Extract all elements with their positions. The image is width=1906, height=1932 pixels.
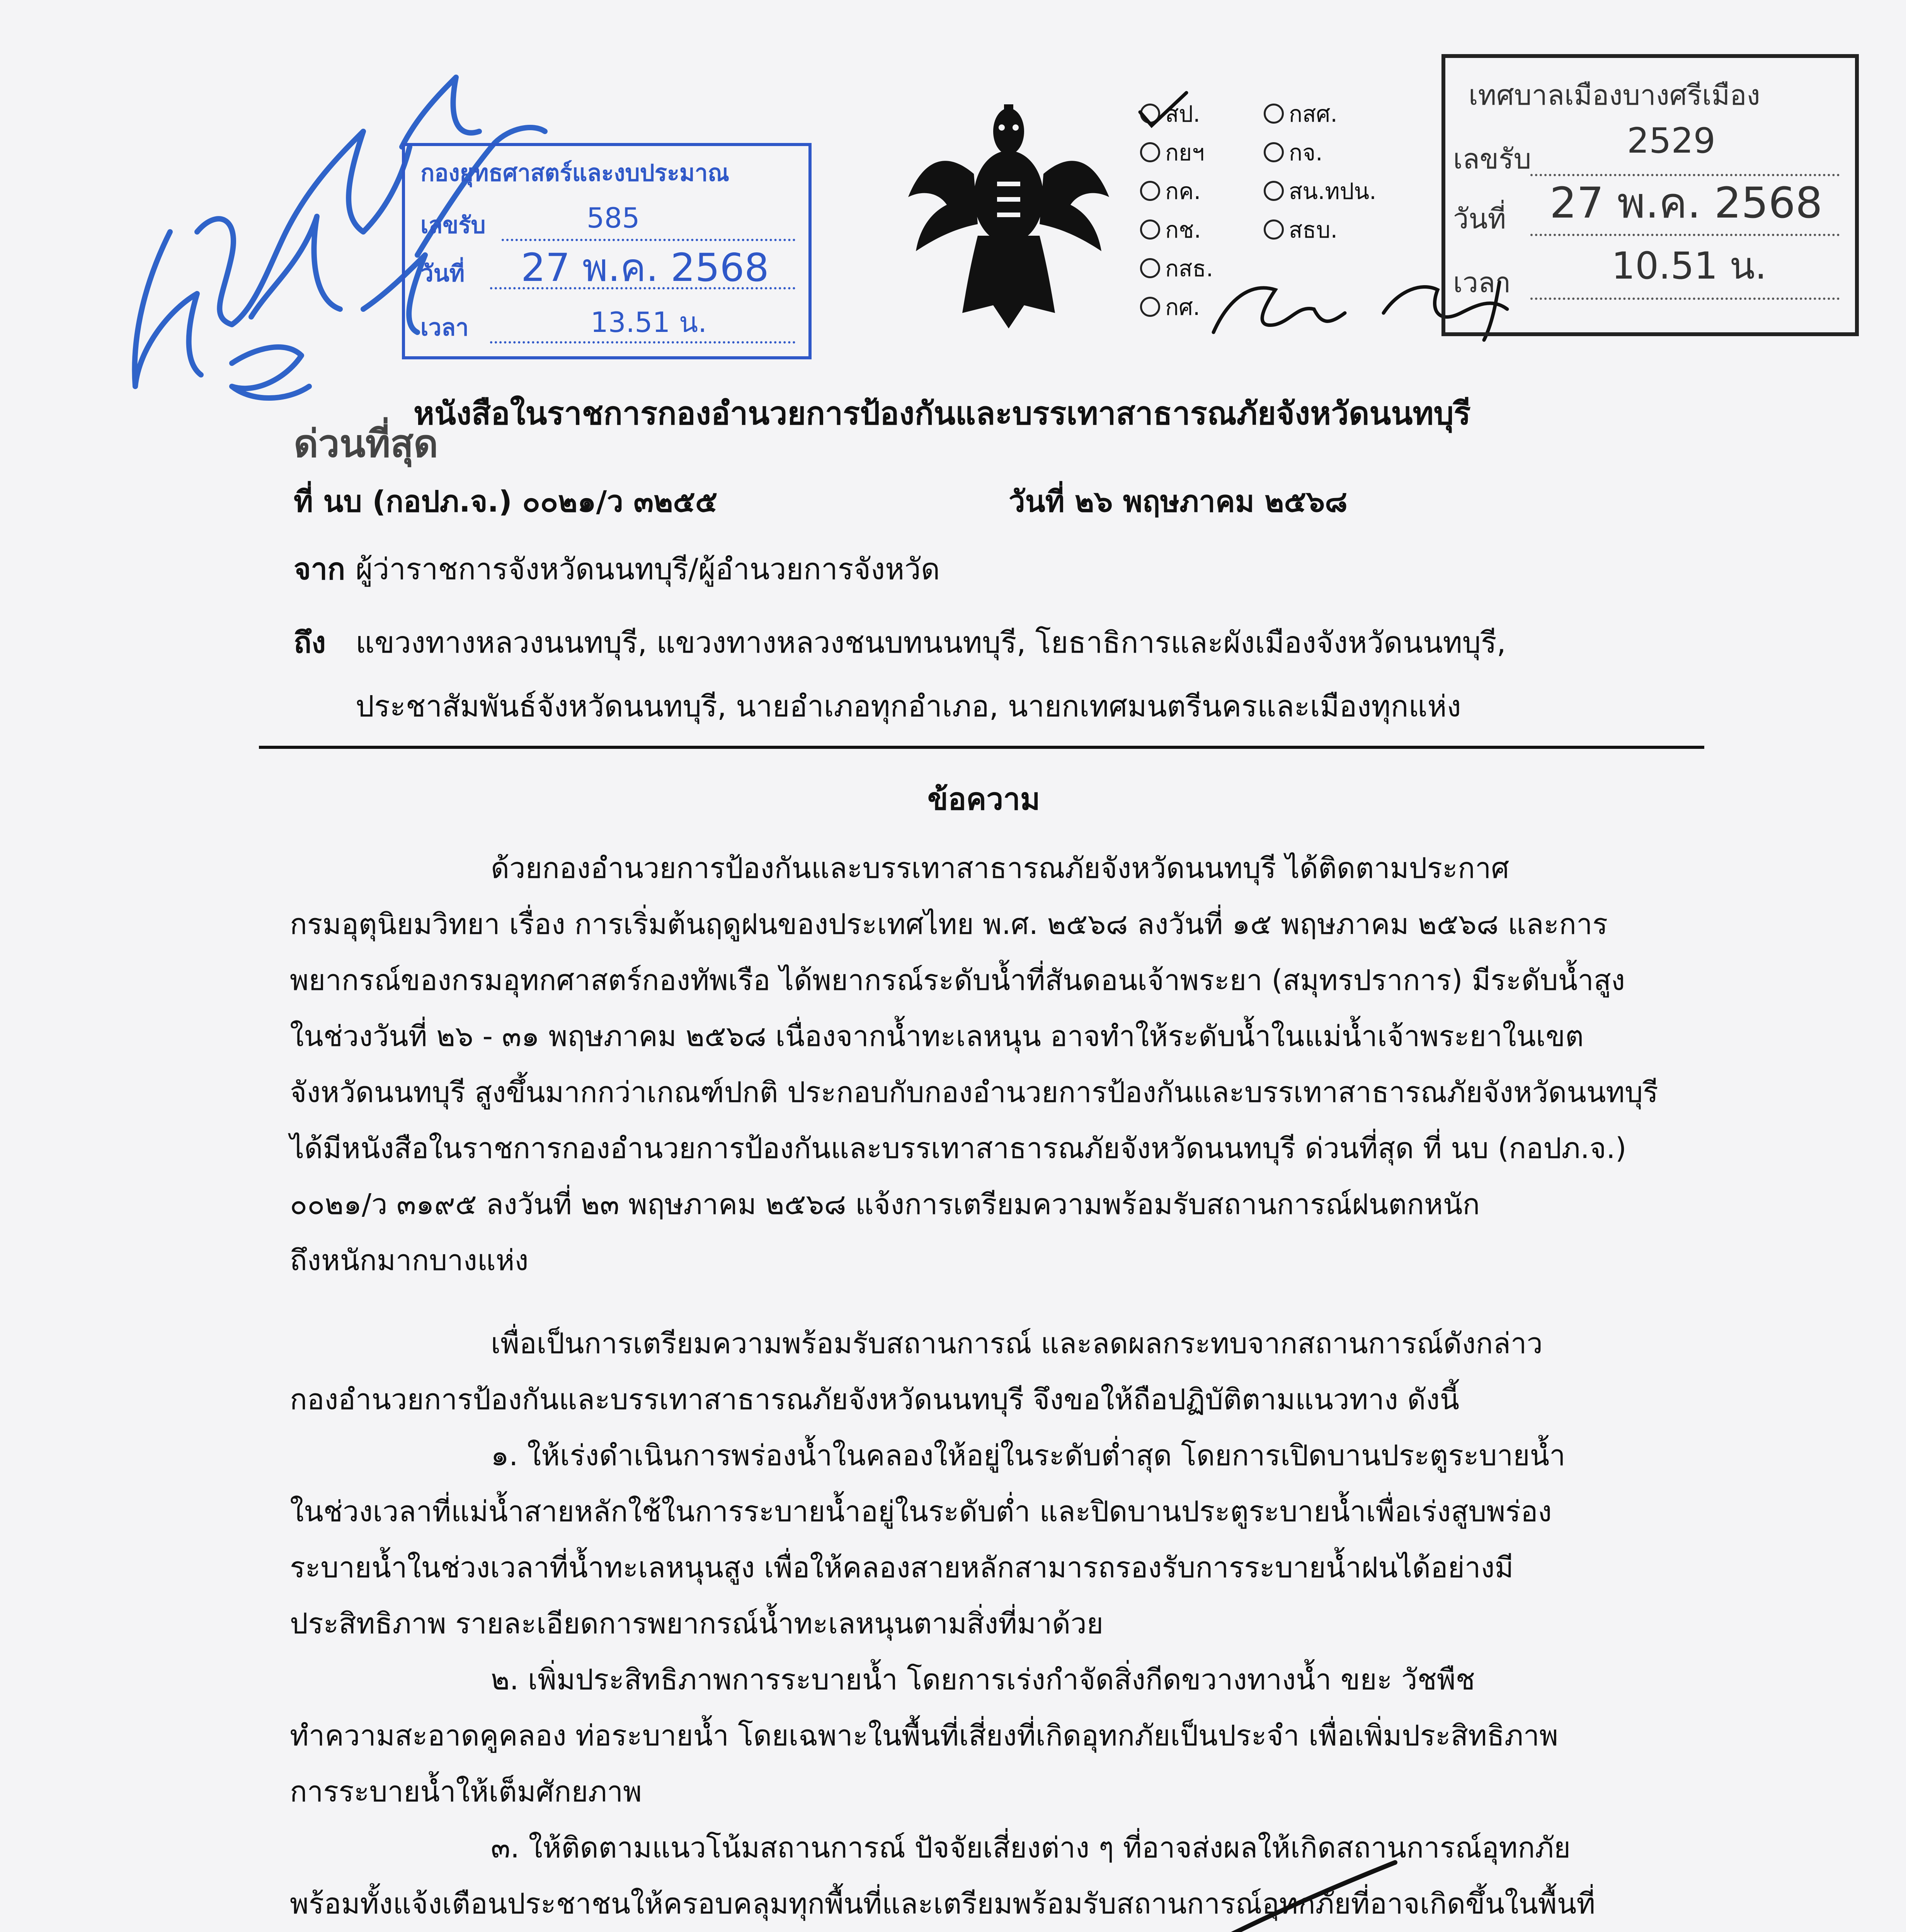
to-line-1: แขวงทางหลวงนนทบุรี, แขวงทางหลวงชนบทนนทบุรี, โยธาธิการและผังเมืองจังหวัดนนทบุรี, [356,625,1506,660]
received-stamp-municipality [1441,54,1859,336]
to-label: ถึง [294,625,326,660]
routing-left-1: กยฯ [1165,139,1205,166]
check-mark-icon [1136,89,1190,131]
item1-line-2: ในช่วงเวลาที่แม่น้ำสายหลักใช้ในการระบายน้ำอยู่ในระดับต่ำ และปิดบานประตูระบายน้ำเพื่อเร่งสูบพร่อง [290,1495,1552,1528]
stamp-time-value: 13.51 น. [591,306,707,338]
signature [1063,1855,1411,1932]
p1-line-1: ด้วยกองอำนวยการป้องกันและบรรเทาสาธารณภัยจังหวัดนนทบุรี ได้ติดตามประกาศ [491,852,1509,885]
p1-line-8: ถึงหนักมากบางแห่ง [290,1244,529,1277]
from-value: ผู้ว่าราชการจังหวัดนนทบุรี/ผู้อำนวยการจังหวัด [356,552,940,586]
item2-line-3: การระบายน้ำให้เต็มศักยภาพ [290,1775,642,1808]
p1-line-7: ๐๐๒๑/ว ๓๑๙๕ ลงวันที่ ๒๓ พฤษภาคม ๒๕๖๘ แจ้งการเตรียมความพร้อมรับสถานการณ์ฝนตกหนัก [290,1188,1480,1221]
stamp-date-label: วันที่ [1453,202,1506,235]
stamp-time-label: เวลา [420,314,469,341]
item3-line-1: ๓. ให้ติดตามแนวโน้มสถานการณ์ ปัจจัยเสี่ยงต่าง ๆ ที่อาจส่งผลให้เกิดสถานการณ์อุทกภัย [491,1831,1571,1864]
item2-line-2: ทำความสะอาดคูคลอง ท่อระบายน้ำ โดยเฉพาะในพื้นที่เสี่ยงที่เกิดอุทกภัยเป็นประจำ เพื่อเพิ่มประสิทธิภาพ [290,1719,1559,1752]
p2-line-2: กองอำนวยการป้องกันและบรรเทาสาธารณภัยจังหวัดนนทบุรี จึงขอให้ถือปฏิบัติตามแนวทาง ดังนี้ [290,1383,1460,1416]
item3-line-2: พร้อมทั้งแจ้งเตือนประชาชนให้ครอบคลุมทุกพื้นที่และเตรียมพร้อมรับสถานการณ์อุทกภัยที่อาจเกิดขึ้นในพื้นที่ [290,1887,1596,1920]
document-heading: หนังสือในราชการกองอำนวยการป้องกันและบรรเทาสาธารณภัยจังหวัดนนทบุรี [414,395,1471,432]
routing-right-0: กสศ. [1289,101,1338,127]
p1-line-3: พยากรณ์ของกรมอุทกศาสตร์กองทัพเรือ ได้พยากรณ์ระดับน้ำที่สันดอนเจ้าพระยา (สมุทรปราการ) มีระดับน้ำสูง [290,964,1625,997]
routing-left-2: กค. [1165,178,1201,204]
routing-left-3: กช. [1165,217,1201,243]
routing-left-5: กศ. [1165,294,1200,320]
p1-line-4: ในช่วงวันที่ ๒๖ - ๓๑ พฤษภาคม ๒๕๖๘ เนื่องจากน้ำทะเลหนุน อาจทำให้ระดับน้ำในแม่น้ำเจ้าพระยาในเขต [290,1020,1584,1053]
stamp-number-value: 585 [587,202,640,234]
item2-line-1: ๒. เพิ่มประสิทธิภาพการระบายน้ำ โดยการเร่งกำจัดสิ่งกีดขวางทางน้ำ ขยะ วัชพืช [491,1663,1475,1696]
item1-line-4: ประสิทธิภาพ รายละเอียดการพยากรณ์น้ำทะเลหนุนตามสิ่งที่มาด้วย [290,1607,1104,1640]
p1-line-2: กรมอุตุนิยมวิทยา เรื่อง การเริ่มต้นฤดูฝนของประเทศไทย พ.ศ. ๒๕๖๘ ลงวันที่ ๑๕ พฤษภาคม ๒๕๖๘ และการ [290,908,1608,941]
stamp-date-value: 27 พ.ค. 2568 [521,245,769,290]
stamp-date-label: วันที่ [420,260,465,287]
item1-line-3: ระบายน้ำในช่วงเวลาที่น้ำทะเลหนุนสูง เพื่อให้คลองสายหลักสามารถรองรับการระบายน้ำฝนได้อย่างมี [290,1551,1514,1584]
p2-line-1: เพื่อเป็นการเตรียมความพร้อมรับสถานการณ์ และลดผลกระทบจากสถานการณ์ดังกล่าว [491,1327,1543,1360]
urgency-label: ด่วนที่สุด [294,422,438,466]
routing-right-1: กจ. [1289,139,1323,166]
routing-left-0: สป. [1165,101,1200,127]
stamp-date-value: 27 พ.ค. 2568 [1550,178,1823,228]
routing-left-4: กสธ. [1165,255,1213,282]
divider [259,746,1704,749]
stamp-org: เทศบาลเมืองบางศรีเมือง [1469,79,1760,111]
message-title: ข้อความ [927,782,1040,817]
routing-right-3: สธบ. [1289,217,1338,243]
garuda-emblem [900,97,1117,336]
p1-line-6: ได้มีหนังสือในราชการกองอำนวยการป้องกันและบรรเทาสาธารณภัยจังหวัดนนทบุรี ด่วนที่สุด ที่ นบ (กอปภ.จ.) [290,1132,1627,1165]
from-label: จาก [294,552,345,586]
p1-line-5: จังหวัดนนทบุรี สูงขึ้นมากกว่าเกณฑ์ปกติ ประกอบกับกองอำนวยการป้องกันและบรรเทาสาธารณภัยจังหวัดนนทบุรี [290,1076,1658,1109]
document-reference: ที่ นบ (กอปภ.จ.) ๐๐๒๑/ว ๓๒๕๕ [294,484,718,519]
document-date: วันที่ ๒๖ พฤษภาคม ๒๕๖๘ [1009,484,1348,519]
to-line-2: ประชาสัมพันธ์จังหวัดนนทบุรี, นายอำเภอทุกอำเภอ, นายกเทศมนตรีนครและเมืองทุกแห่ง [356,689,1461,723]
item1-line-1: ๑. ให้เร่งดำเนินการพร่องน้ำในคลองให้อยู่ในระดับต่ำสุด โดยการเปิดบานประตูระบายน้ำ [491,1439,1566,1472]
stamp-unit: กองยุทธศาสตร์และงบประมาณ [420,160,730,187]
stamp-number-value: 2529 [1627,121,1716,161]
stamp-number-label: เลขรับ [1453,143,1532,175]
stamp-time-value: 10.51 น. [1612,244,1767,287]
stamp-number-label: เลขรับ [420,212,486,239]
received-stamp-budget [402,143,812,359]
routing-right-2: สน.ทปน. [1289,178,1377,204]
stamp-time-label: เวลา [1453,266,1511,299]
